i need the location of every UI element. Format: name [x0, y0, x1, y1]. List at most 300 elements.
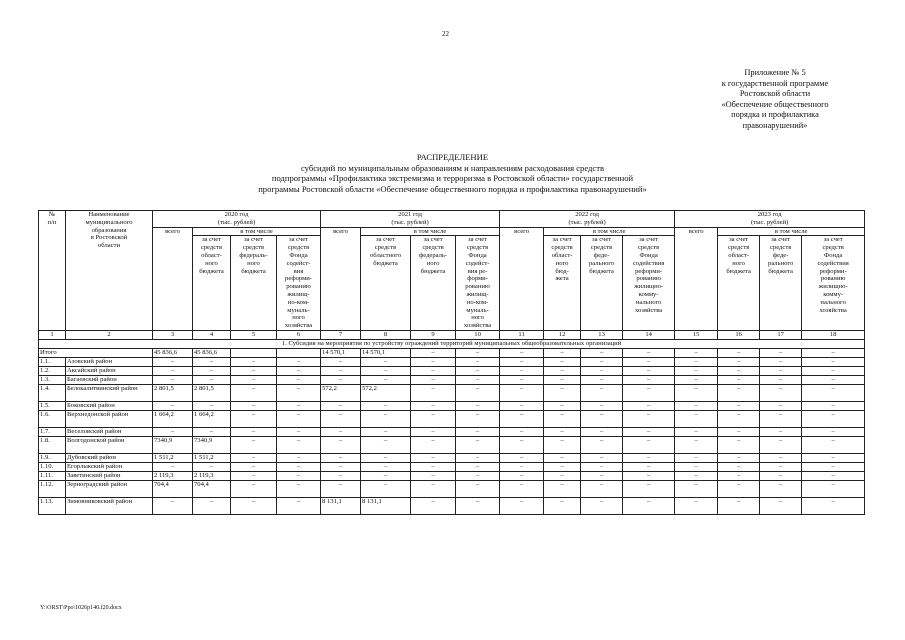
- row-value: –: [277, 462, 321, 471]
- column-number: 11: [500, 330, 544, 339]
- row-value: –: [500, 357, 544, 366]
- row-value: –: [623, 453, 675, 462]
- row-value: –: [361, 375, 411, 384]
- row-value: –: [718, 497, 760, 514]
- row-value: –: [675, 453, 718, 462]
- header-total: всего: [153, 227, 193, 330]
- row-value: –: [411, 453, 456, 462]
- page-number: 22: [442, 30, 449, 38]
- header-including: в том числе: [193, 227, 321, 236]
- appendix-note: [700, 68, 850, 131]
- row-value: –: [411, 497, 456, 514]
- header-year: 2022 год (тыс. рублей): [500, 211, 675, 228]
- row-value: –: [231, 357, 277, 366]
- row-value: –: [361, 436, 411, 453]
- row-value: –: [321, 436, 361, 453]
- row-value: –: [153, 462, 193, 471]
- row-value: –: [675, 366, 718, 375]
- row-value: –: [411, 357, 456, 366]
- header-total: всего: [321, 227, 361, 330]
- table-row: [39, 410, 865, 427]
- table-row: [39, 366, 865, 375]
- title-line: подпрограммы «Профилактика экстремизма и терроризма в Ростовской области» государственной: [271, 173, 634, 183]
- row-value: –: [231, 471, 277, 480]
- row-number: 1.2.: [39, 366, 66, 375]
- row-name: Багаевский район: [66, 375, 153, 384]
- row-value: –: [153, 357, 193, 366]
- row-value: –: [321, 427, 361, 436]
- row-value: –: [411, 410, 456, 427]
- row-name: Азовский район: [66, 357, 153, 366]
- document-title: [0, 152, 905, 194]
- row-value: –: [361, 462, 411, 471]
- row-value: –: [581, 401, 623, 410]
- row-value: –: [411, 471, 456, 480]
- row-value: –: [675, 427, 718, 436]
- row-value: –: [718, 453, 760, 462]
- row-value: –: [760, 366, 802, 375]
- row-value: –: [321, 410, 361, 427]
- header-source: за счет средств Фонда содействия реформи- рованию жилищно- комму- нального хозяйства: [802, 236, 865, 331]
- row-name: Верхнедонской район: [66, 410, 153, 427]
- column-number: 6: [277, 330, 321, 339]
- row-value: –: [153, 427, 193, 436]
- row-value: 45 836,6: [153, 348, 193, 357]
- table-row: [39, 375, 865, 384]
- row-value: –: [231, 427, 277, 436]
- appendix-line: Приложение № 5: [744, 68, 806, 77]
- table-row: [39, 384, 865, 401]
- row-value: –: [500, 436, 544, 453]
- row-value: –: [231, 384, 277, 401]
- header-total: всего: [675, 227, 718, 330]
- row-name: Заветинский район: [66, 471, 153, 480]
- row-value: –: [544, 348, 581, 357]
- table-row: [39, 436, 865, 453]
- row-value: –: [277, 366, 321, 375]
- row-value: –: [231, 366, 277, 375]
- row-value: –: [544, 401, 581, 410]
- row-value: –: [456, 436, 500, 453]
- row-number: 1.10.: [39, 462, 66, 471]
- file-path-footer: Y:\ORST\Ppo\1026p140.f20.docx: [40, 605, 122, 611]
- row-value: –: [718, 357, 760, 366]
- row-name: Боковский район: [66, 401, 153, 410]
- row-value: –: [231, 462, 277, 471]
- row-value: –: [675, 497, 718, 514]
- appendix-line: правонарушений»: [742, 120, 808, 130]
- header-source: за счет средств област- ного бюджета: [718, 236, 760, 331]
- row-value: 572,2: [361, 384, 411, 401]
- row-value: [277, 348, 321, 357]
- column-number: 12: [544, 330, 581, 339]
- row-value: –: [802, 471, 865, 480]
- row-number: 1.1.: [39, 357, 66, 366]
- column-number: 5: [231, 330, 277, 339]
- row-value: –: [277, 410, 321, 427]
- row-value: –: [544, 453, 581, 462]
- row-value: 14 570,1: [361, 348, 411, 357]
- row-value: –: [456, 366, 500, 375]
- row-value: –: [760, 410, 802, 427]
- row-number: 1.12.: [39, 480, 66, 497]
- row-value: –: [361, 427, 411, 436]
- row-value: –: [675, 348, 718, 357]
- row-value: –: [581, 436, 623, 453]
- column-number: 4: [193, 330, 231, 339]
- header-source: за счет средств федераль- ного бюджета: [411, 236, 456, 331]
- row-value: –: [321, 357, 361, 366]
- header-source: за счет средств област- ного бюджета: [193, 236, 231, 331]
- row-value: –: [802, 410, 865, 427]
- row-name: Веселовский район: [66, 427, 153, 436]
- header-year: 2021 год (тыс. рублей): [321, 211, 500, 228]
- row-value: –: [802, 436, 865, 453]
- row-value: –: [675, 410, 718, 427]
- row-value: –: [802, 357, 865, 366]
- row-number: 1.3.: [39, 375, 66, 384]
- row-value: 2 801,5: [153, 384, 193, 401]
- row-value: 572,2: [321, 384, 361, 401]
- row-value: –: [544, 471, 581, 480]
- row-value: 1 664,2: [153, 410, 193, 427]
- row-value: –: [231, 480, 277, 497]
- row-value: –: [581, 480, 623, 497]
- row-value: –: [718, 427, 760, 436]
- table-row: [39, 480, 865, 497]
- row-value: –: [581, 453, 623, 462]
- row-value: –: [231, 453, 277, 462]
- row-value: –: [500, 375, 544, 384]
- row-value: –: [277, 357, 321, 366]
- row-number: 1.13.: [39, 497, 66, 514]
- row-value: [231, 348, 277, 357]
- row-value: –: [500, 497, 544, 514]
- row-value: –: [544, 366, 581, 375]
- row-value: –: [321, 375, 361, 384]
- appendix-line: «Обеспечение общественного: [721, 99, 829, 109]
- header-year: 2023 год (тыс. рублей): [675, 211, 865, 228]
- row-value: –: [544, 436, 581, 453]
- row-value: –: [544, 480, 581, 497]
- row-value: –: [277, 497, 321, 514]
- row-value: –: [760, 427, 802, 436]
- row-value: 1 511,2: [153, 453, 193, 462]
- row-value: –: [456, 410, 500, 427]
- title-line: субсидий по муниципальным образованиям и направлениям расходования средств: [300, 162, 605, 173]
- row-value: –: [718, 401, 760, 410]
- row-value: –: [581, 384, 623, 401]
- row-value: –: [675, 436, 718, 453]
- row-value: –: [500, 471, 544, 480]
- row-value: –: [411, 436, 456, 453]
- row-value: –: [544, 427, 581, 436]
- row-value: –: [193, 357, 231, 366]
- row-value: –: [321, 366, 361, 375]
- row-value: –: [802, 480, 865, 497]
- row-value: –: [718, 410, 760, 427]
- row-value: –: [500, 453, 544, 462]
- table-row: [39, 497, 865, 514]
- row-name: Зимовниковский район: [66, 497, 153, 514]
- row-label: Итого: [39, 348, 153, 357]
- row-value: –: [760, 348, 802, 357]
- row-value: –: [277, 384, 321, 401]
- row-value: –: [623, 497, 675, 514]
- row-value: –: [760, 401, 802, 410]
- row-name: Егорлыкский район: [66, 462, 153, 471]
- row-value: –: [544, 375, 581, 384]
- row-value: –: [581, 357, 623, 366]
- table-row: [39, 357, 865, 366]
- row-value: –: [153, 401, 193, 410]
- row-value: –: [193, 375, 231, 384]
- row-value: –: [456, 384, 500, 401]
- row-value: –: [411, 462, 456, 471]
- row-number: 1.7.: [39, 427, 66, 436]
- row-value: –: [456, 348, 500, 357]
- row-value: –: [231, 401, 277, 410]
- row-value: –: [581, 410, 623, 427]
- row-name: Зерноградский район: [66, 480, 153, 497]
- row-value: –: [321, 462, 361, 471]
- appendix-line: порядка и профилактика: [731, 110, 819, 119]
- row-value: –: [544, 462, 581, 471]
- row-value: –: [718, 462, 760, 471]
- row-value: 2 119,3: [193, 471, 231, 480]
- header-including: в том числе: [718, 227, 865, 236]
- column-number: 3: [153, 330, 193, 339]
- row-value: 1 511,2: [193, 453, 231, 462]
- row-value: 704,4: [193, 480, 231, 497]
- row-value: –: [544, 357, 581, 366]
- row-value: –: [623, 375, 675, 384]
- row-value: –: [193, 401, 231, 410]
- row-value: –: [718, 348, 760, 357]
- row-value: –: [623, 436, 675, 453]
- row-value: –: [675, 357, 718, 366]
- row-number: 1.11.: [39, 471, 66, 480]
- row-value: –: [544, 384, 581, 401]
- row-value: –: [231, 375, 277, 384]
- row-value: –: [623, 462, 675, 471]
- table-row: [39, 348, 865, 357]
- row-value: –: [675, 462, 718, 471]
- row-value: –: [760, 471, 802, 480]
- column-number: 2: [66, 330, 153, 339]
- row-value: –: [623, 366, 675, 375]
- row-value: –: [718, 480, 760, 497]
- row-value: –: [411, 366, 456, 375]
- row-value: –: [361, 410, 411, 427]
- column-number: 13: [581, 330, 623, 339]
- row-value: –: [718, 384, 760, 401]
- row-value: –: [718, 375, 760, 384]
- row-value: –: [675, 375, 718, 384]
- row-value: –: [581, 427, 623, 436]
- table-row: [39, 462, 865, 471]
- row-value: –: [456, 462, 500, 471]
- row-value: –: [193, 366, 231, 375]
- row-value: –: [361, 366, 411, 375]
- row-value: –: [500, 480, 544, 497]
- row-value: –: [802, 366, 865, 375]
- row-value: –: [321, 480, 361, 497]
- row-value: –: [675, 401, 718, 410]
- row-value: –: [802, 462, 865, 471]
- appendix-line: к государственной программе: [721, 78, 829, 88]
- row-value: –: [456, 480, 500, 497]
- row-value: –: [456, 427, 500, 436]
- row-value: –: [760, 462, 802, 471]
- row-value: –: [581, 462, 623, 471]
- row-value: –: [802, 497, 865, 514]
- row-value: –: [581, 375, 623, 384]
- row-value: –: [675, 471, 718, 480]
- row-value: –: [456, 497, 500, 514]
- row-value: –: [500, 348, 544, 357]
- row-name: Аксайский район: [66, 366, 153, 375]
- row-value: –: [581, 497, 623, 514]
- row-value: –: [231, 410, 277, 427]
- table-row: [39, 471, 865, 480]
- row-value: –: [411, 384, 456, 401]
- row-value: –: [623, 471, 675, 480]
- header-total: всего: [500, 227, 544, 330]
- row-value: 2 119,3: [153, 471, 193, 480]
- column-number: 7: [321, 330, 361, 339]
- row-value: –: [760, 436, 802, 453]
- row-value: –: [802, 427, 865, 436]
- row-number: 1.5.: [39, 401, 66, 410]
- distribution-table: [38, 210, 865, 515]
- header-source: за счет средств Фонда содействия реформи- рованию жилищно- комму- нального хозяйства: [623, 236, 675, 331]
- row-value: –: [277, 453, 321, 462]
- row-value: –: [361, 453, 411, 462]
- row-value: –: [193, 427, 231, 436]
- row-value: –: [321, 453, 361, 462]
- column-number: 18: [802, 330, 865, 339]
- row-value: –: [411, 375, 456, 384]
- header-year: 2020 год (тыс. рублей): [153, 211, 321, 228]
- row-value: –: [623, 384, 675, 401]
- row-value: –: [321, 471, 361, 480]
- column-number: 10: [456, 330, 500, 339]
- row-value: –: [277, 436, 321, 453]
- row-value: –: [321, 401, 361, 410]
- column-number: 16: [718, 330, 760, 339]
- row-value: –: [718, 366, 760, 375]
- row-value: –: [675, 480, 718, 497]
- row-value: –: [623, 410, 675, 427]
- row-value: –: [361, 357, 411, 366]
- row-name: Белокалитвинский район: [66, 384, 153, 401]
- row-value: –: [456, 375, 500, 384]
- row-value: –: [361, 401, 411, 410]
- row-value: –: [760, 357, 802, 366]
- title-line: программы Ростовской области «Обеспечение общественного порядка и профилактика правонарушений»: [258, 183, 647, 194]
- row-value: –: [544, 497, 581, 514]
- header-number: № п/п: [39, 211, 66, 331]
- row-value: –: [277, 471, 321, 480]
- header-source: за счет средств феде- рального бюджета: [581, 236, 623, 331]
- row-value: –: [802, 453, 865, 462]
- row-value: –: [760, 375, 802, 384]
- row-value: –: [760, 497, 802, 514]
- row-value: –: [500, 462, 544, 471]
- row-value: –: [456, 471, 500, 480]
- row-value: –: [153, 375, 193, 384]
- row-value: –: [361, 471, 411, 480]
- row-value: –: [802, 348, 865, 357]
- header-including: в том числе: [361, 227, 500, 236]
- row-value: –: [500, 384, 544, 401]
- row-value: –: [456, 357, 500, 366]
- row-value: –: [760, 453, 802, 462]
- row-value: 7340,9: [193, 436, 231, 453]
- appendix-line: Ростовской области: [739, 89, 811, 98]
- header-source: за счет средств федераль- ного бюджета: [231, 236, 277, 331]
- column-number: 9: [411, 330, 456, 339]
- row-number: 1.9.: [39, 453, 66, 462]
- row-value: –: [581, 471, 623, 480]
- table-row: [39, 401, 865, 410]
- header-source: за счет средств област- ного бюд- жета: [544, 236, 581, 331]
- row-value: 8 131,1: [361, 497, 411, 514]
- header-source: за счет средств Фонда содейст- вия реформи- рованию жилищ- но-ком- муналь- ного хозяйства: [277, 236, 321, 331]
- row-value: –: [760, 480, 802, 497]
- row-value: –: [623, 427, 675, 436]
- row-value: –: [802, 384, 865, 401]
- row-value: –: [277, 427, 321, 436]
- title-line: РАСПРЕДЕЛЕНИЕ: [416, 152, 489, 162]
- table-row: [39, 453, 865, 462]
- row-value: –: [411, 427, 456, 436]
- row-value: 7340,9: [153, 436, 193, 453]
- column-number: 14: [623, 330, 675, 339]
- row-value: –: [411, 480, 456, 497]
- row-value: –: [623, 357, 675, 366]
- section-title: 1. Субсидия на мероприятия по устройству ограждений территорий муниципальных общеобразовательных организаций: [39, 339, 865, 348]
- row-value: –: [718, 471, 760, 480]
- row-value: –: [718, 436, 760, 453]
- row-value: –: [411, 348, 456, 357]
- column-number: 17: [760, 330, 802, 339]
- row-number: 1.6.: [39, 410, 66, 427]
- row-value: –: [675, 384, 718, 401]
- row-value: 704,4: [153, 480, 193, 497]
- row-value: –: [623, 480, 675, 497]
- row-value: 14 570,1: [321, 348, 361, 357]
- row-value: –: [456, 401, 500, 410]
- row-number: 1.4.: [39, 384, 66, 401]
- row-value: –: [581, 348, 623, 357]
- header-municipality: Наименование муниципального образования в Ростовской области: [66, 211, 153, 331]
- row-value: –: [231, 436, 277, 453]
- row-value: –: [277, 480, 321, 497]
- row-value: –: [581, 366, 623, 375]
- row-value: –: [802, 401, 865, 410]
- header-source: за счет средств феде- рального бюджета: [760, 236, 802, 331]
- row-value: 1 664,2: [193, 410, 231, 427]
- header-including: в том числе: [544, 227, 675, 236]
- row-value: –: [623, 401, 675, 410]
- row-value: –: [153, 497, 193, 514]
- header-source: за счет средств Фонда содейст- вия ре- форми- рованию жилищ- но-ком- муналь- ного хозяйства: [456, 236, 500, 331]
- row-value: –: [623, 348, 675, 357]
- row-value: –: [500, 401, 544, 410]
- row-name: Дубовский район: [66, 453, 153, 462]
